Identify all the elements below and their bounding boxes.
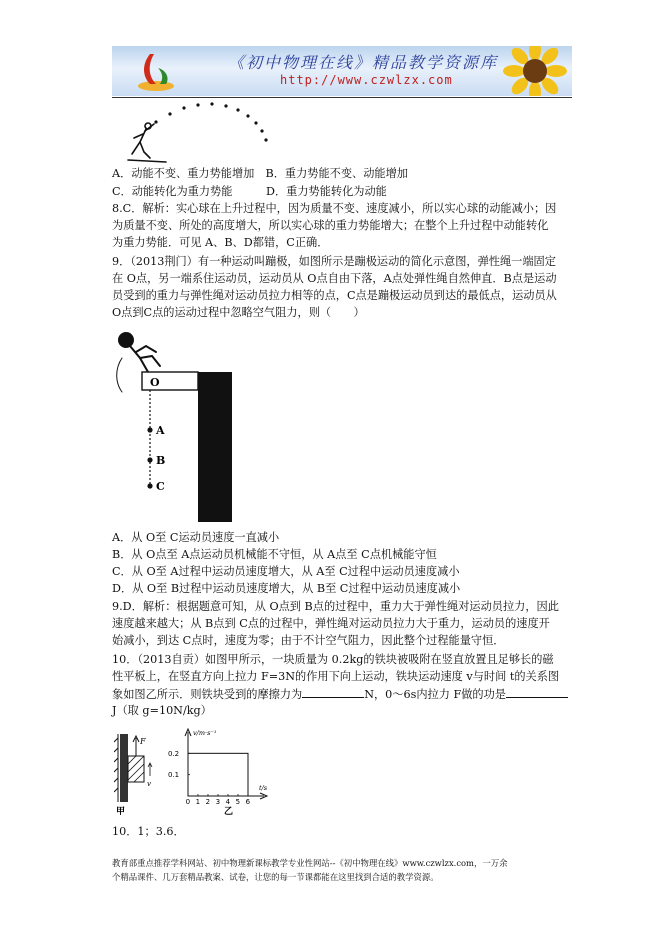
- q9-option-a: A．从 O至 C运动员速度一直减小: [112, 531, 280, 544]
- x-tick-label: 1: [195, 798, 201, 806]
- shot-put-figure: [126, 100, 276, 166]
- header-url[interactable]: http://www.czwlzx.com: [280, 73, 453, 87]
- sunflower-icon: [500, 46, 570, 96]
- q10-answer: 10．1；3.6．: [112, 825, 185, 838]
- q9-analysis-line3: 始减小，到达 C点时，速度为零；由于不计空气阻力，因此整个过程能量守恒．: [112, 634, 505, 647]
- y-tick-label: 0.2: [168, 749, 180, 758]
- x-tick-label: 4: [225, 798, 231, 806]
- figure-yi-caption: 乙: [224, 807, 234, 816]
- x-tick-label: 5: [235, 798, 241, 806]
- q9-option-d: D．从 O至 B过程中运动员速度增大，从 B至 C过程中运动员速度减小: [112, 582, 461, 595]
- q9-stem-line3: 员受到的重力与弹性绳对运动员拉力相等的点，C点是蹦极运动员到达的最低点，运动员从: [112, 289, 557, 302]
- q8-analysis-line1: 8.C．解析：实心球在上升过程中，因为质量不变、速度减小，所以实心球的动能减小；因: [112, 202, 557, 215]
- point-a-label: A: [156, 424, 165, 437]
- y-axis-label: v/m·s⁻¹: [193, 729, 217, 737]
- header-rule: [112, 97, 572, 98]
- q9-stem-line4: O点到C点的运动过程中忽略空气阻力，则（ ）: [112, 306, 365, 319]
- q9-option-c: C．从 O至 A过程中运动员速度增大，从 A至 C过程中运动员速度减小: [112, 565, 460, 578]
- q10-stem-line3: [112, 686, 568, 703]
- friction-answer-blank: [302, 686, 364, 698]
- footer-line2: 个精品课件、几万套精品教案、试卷，让您的每一节课都能在这里找到合适的教学资源。: [112, 872, 439, 882]
- work-answer-blank: [506, 686, 568, 698]
- q8-analysis-line2: 为质量不变、所处的高度增大，所以实心球的重力势能增大；在整个上升过程中动能转化: [112, 219, 549, 232]
- point-b-label: B: [156, 454, 166, 467]
- figure-yi-vt-chart: [160, 724, 272, 816]
- point-o-label: O: [150, 376, 160, 389]
- header-banner: [112, 46, 572, 96]
- x-tick-label: 6: [245, 798, 251, 806]
- site-logo-icon: [136, 50, 176, 92]
- vt-series-outline: [188, 753, 248, 796]
- q8-analysis-line3: 为重力势能．可见 A、B、D都错，C正确．: [112, 236, 329, 249]
- q9-stem-line2: 在 O点，另一端系住运动员，运动员从 O点自由下落，A点处弹性绳自然伸直．B点是运动: [112, 272, 557, 285]
- y-tick-label: 0.1: [168, 771, 180, 780]
- figure-jia-caption: 甲: [116, 807, 126, 817]
- footer-line1: 教育部重点推荐学科网站、初中物理新课标教学专业性网站--《初中物理在线》www.czwlzx.com，一万余: [112, 858, 508, 868]
- q9-stem-line1: 9．（2013荆门）有一种运动叫蹦极，如图所示是蹦极运动的简化示意图，弹性绳一端固定: [112, 255, 556, 268]
- point-c-label: C: [156, 480, 165, 493]
- header-title: 《初中物理在线》精品教学资源库: [228, 53, 499, 72]
- q10-stem-part1: 象如图乙所示．则铁块受到的摩擦力为: [112, 688, 303, 701]
- x-axis-label: t/s: [259, 784, 268, 792]
- x-tick-label: 2: [205, 798, 211, 806]
- q8-options-row1: A．动能不变、重力势能增加 B．重力势能不变、动能增加: [112, 167, 408, 180]
- x-tick-label: 3: [215, 798, 221, 806]
- q9-analysis-line2: 速度越来越大；从 B点到 C点的过程中，弹性绳对运动员拉力大于重力，运动员的速度开: [112, 617, 550, 630]
- q8-options-row2: C．动能转化为重力势能 D．重力势能转化为动能: [112, 185, 387, 198]
- figure-jia: [114, 728, 156, 818]
- q10-stem-part2: N，0～6s内拉力 F做的功是: [364, 688, 506, 701]
- q9-option-b: B．从 O点至 A点运动员机械能不守恒，从 A点至 C点机械能守恒: [112, 548, 437, 561]
- q9-analysis-line1: 9.D．解析：根据题意可知，从 O点到 B点的过程中，重力大于弹性绳对运动员拉力，因此: [112, 600, 559, 613]
- q10-stem-line2: 性平板上，在竖直方向上拉力 F=3N的作用下向上运动，铁块运动速度 v与时间 t的关系图: [112, 670, 560, 683]
- x-tick-label: 0: [185, 798, 191, 806]
- q10-stem-line4: J（取 g=10N/kg）: [112, 704, 212, 717]
- bungee-figure: [112, 326, 242, 526]
- force-f-label: F: [140, 737, 146, 746]
- q10-stem-line1: 10．（2013自贡）如图甲所示，一块质量为 0.2kg的铁块被吸附在竖直放置且足够长的磁: [112, 653, 554, 666]
- velocity-v-label: v: [147, 780, 151, 788]
